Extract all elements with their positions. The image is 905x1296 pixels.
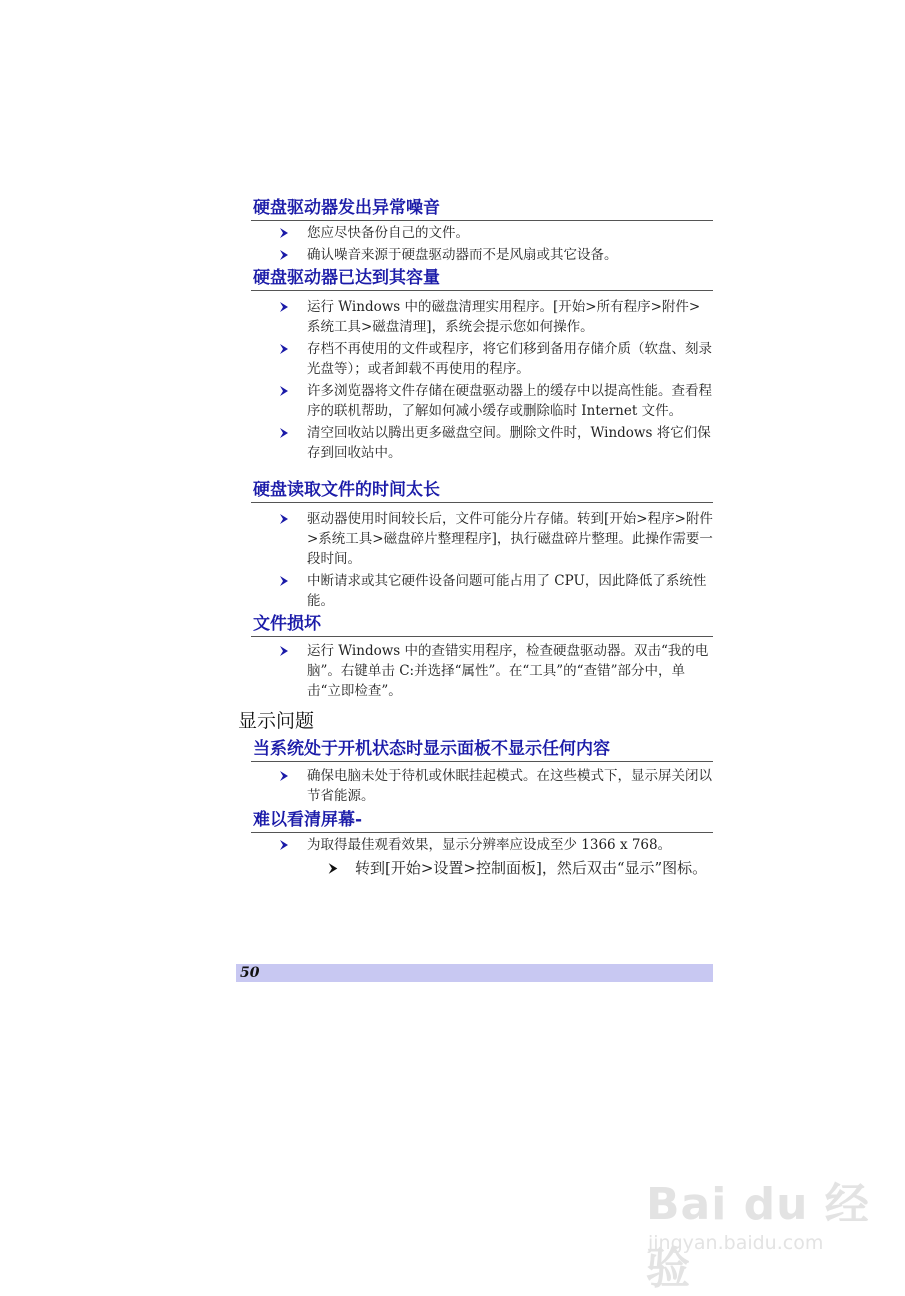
arrow-bullet-icon [279, 645, 289, 657]
arrow-bullet-icon [327, 862, 339, 875]
section-file-corruption [251, 612, 713, 701]
arrow-bullet-icon [279, 770, 289, 782]
footer-bar [236, 964, 713, 982]
display-problems-title: 显示问题 [238, 710, 315, 732]
section-capacity [251, 266, 713, 463]
sub-list-item: 转到[开始>设置>控制面板]，然后双击“显示”图标。 [251, 857, 713, 879]
arrow-bullet-icon [279, 301, 289, 313]
section-heading: 硬盘读取文件的时间太长 [251, 478, 713, 503]
arrow-bullet-icon [279, 513, 289, 525]
page-number: 50 [240, 965, 260, 981]
list-item: 中断请求或其它硬件设备问题可能占用了 CPU，因此降低了系统性能。 [251, 571, 713, 611]
section-heading: 文件损坏 [251, 612, 713, 637]
section-blank-display [251, 737, 713, 806]
arrow-bullet-icon [279, 227, 289, 239]
arrow-bullet-icon [279, 343, 289, 355]
list-item: 许多浏览器将文件存储在硬盘驱动器上的缓存中以提高性能。查看程序的联机帮助，了解如何减小缓存或删除临时 Internet 文件。 [251, 381, 713, 421]
watermark-brand: Bai du 经验 [646, 1179, 870, 1294]
watermark-url: jingyan.baidu.com [648, 1232, 824, 1254]
list-item: 您应尽快备份自己的文件。 [251, 223, 713, 243]
list-item: 运行 Windows 中的磁盘清理实用程序。[开始>所有程序>附件>系统工具>磁盘清理]，系统会提示您如何操作。 [251, 297, 713, 337]
section-slow-read [251, 478, 713, 611]
section-hard-to-read [251, 808, 713, 879]
arrow-bullet-icon [279, 575, 289, 587]
section-heading: 硬盘驱动器已达到其容量 [251, 266, 713, 291]
section-heading: 当系统处于开机状态时显示面板不显示任何内容 [251, 737, 713, 762]
arrow-bullet-icon [279, 427, 289, 439]
list-item: 运行 Windows 中的查错实用程序，检查硬盘驱动器。双击“我的电脑”。右键单击 C:并选择“属性”。在“工具”的“查错”部分中，单击“立即检查”。 [251, 641, 713, 701]
section-heading: 难以看清屏幕- [251, 808, 713, 833]
list-item: 确认噪音来源于硬盘驱动器而不是风扇或其它设备。 [251, 245, 713, 265]
arrow-bullet-icon [279, 839, 289, 851]
baidu-watermark [640, 1160, 890, 1294]
list-item: 为取得最佳观看效果，显示分辨率应设成至少 1366 x 768。 [251, 835, 713, 855]
list-item: 清空回收站以腾出更多磁盘空间。删除文件时，Windows 将它们保存到回收站中。 [251, 423, 713, 463]
section-heading: 硬盘驱动器发出异常噪音 [251, 196, 713, 221]
arrow-bullet-icon [279, 385, 289, 397]
list-item: 存档不再使用的文件或程序，将它们移到备用存储介质（软盘、刻录光盘等）；或者卸载不再使用的程序。 [251, 339, 713, 379]
arrow-bullet-icon [279, 249, 289, 261]
list-item: 确保电脑未处于待机或休眠挂起模式。在这些模式下，显示屏关闭以节省能源。 [251, 766, 713, 806]
section-noise [251, 196, 713, 265]
list-item: 驱动器使用时间较长后，文件可能分片存储。转到[开始>程序>附件>系统工具>磁盘碎片整理程序]，执行磁盘碎片整理。此操作需要一段时间。 [251, 509, 713, 569]
